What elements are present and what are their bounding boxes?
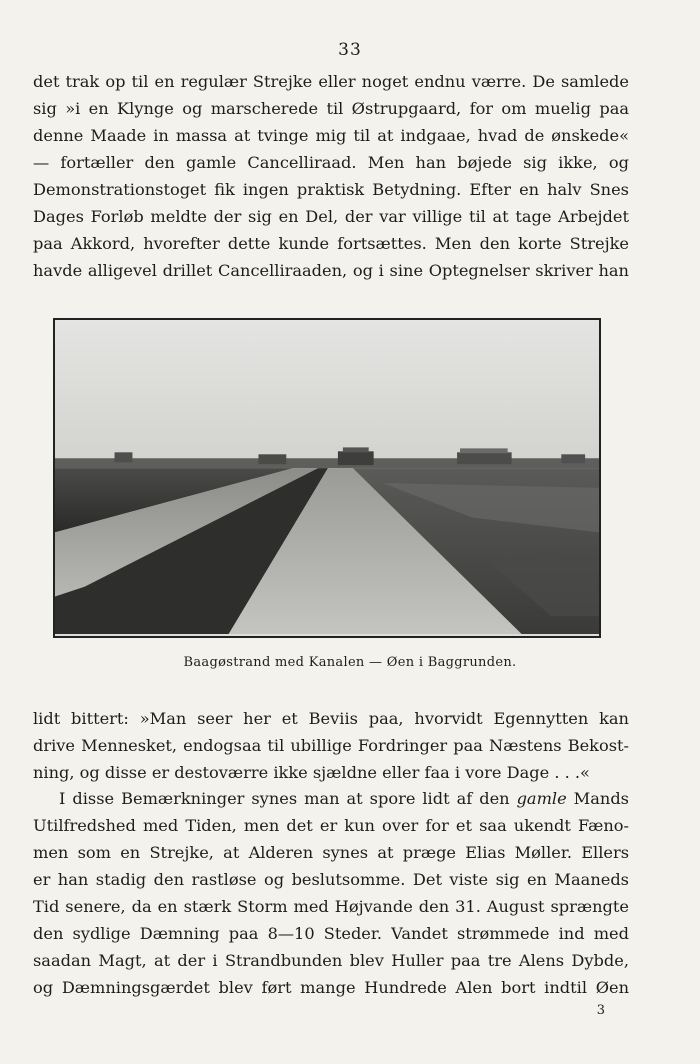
- text-line: havde alligevel drillet Cancelliraaden, og i sine Optegnelser skriver han: [33, 261, 629, 280]
- signature-mark: 3: [596, 1003, 605, 1018]
- paragraph-1: [33, 68, 629, 284]
- text-line: sig »i en Klynge og marscherede til Østrupgaard, for om muelig paa: [33, 99, 629, 118]
- text-line: lidt bittert: »Man seer her et Beviis paa, hvorvidt Egennytten kan: [33, 709, 629, 728]
- photograph-image: [55, 320, 599, 636]
- text-line: Demonstrationstoget fik ingen praktisk Betydning. Efter en halv Snes: [33, 180, 629, 199]
- text-line: drive Mennesket, endogsaa til ubillige Fordringer paa Næstens Bekost-: [33, 736, 629, 755]
- text-line: og Dæmningsgærdet blev ført mange Hundrede Alen bort indtil Øen: [33, 978, 629, 997]
- page-number: 33: [338, 40, 362, 60]
- text-line: ning, og disse er destoværre ikke sjældne eller faa i vore Dage . . .«: [33, 763, 590, 782]
- text-line: [33, 785, 629, 812]
- text-segment: I disse Bemærkninger synes man at spore lidt af den: [59, 789, 517, 808]
- text-line: saadan Magt, at der i Strandbunden blev Huller paa tre Alens Dybde,: [33, 951, 629, 970]
- text-line: men som en Strejke, at Alderen synes at præge Elias Møller. Ellers: [33, 843, 629, 862]
- text-line: Dages Forløb meldte der sig en Del, der var villige til at tage Arbejdet: [33, 207, 629, 226]
- photograph-canal-road: [53, 318, 601, 638]
- text-segment: Mands: [566, 789, 629, 808]
- text-line: Utilfredshed med Tiden, men det er kun over for et saa ukendt Fæno-: [33, 816, 629, 835]
- paragraph-2: [33, 705, 629, 786]
- emphasized-word: gamle: [516, 789, 567, 808]
- text-line: paa Akkord, hvorefter dette kunde fortsættes. Men den korte Strejke: [33, 234, 629, 253]
- text-line: — fortæller den gamle Cancelliraad. Men han bøjede sig ikke, og: [33, 153, 629, 172]
- text-line: det trak op til en regulær Strejke eller noget endnu værre. De samlede: [33, 72, 629, 91]
- figure-caption: Baagøstrand med Kanalen — Øen i Baggrunden.: [183, 655, 517, 670]
- text-line: er han stadig den rastløse og beslutsomme. Det viste sig en Maaneds: [33, 870, 629, 889]
- paragraph-3: [33, 785, 629, 1001]
- text-line: denne Maade in massa at tvinge mig til at indgaae, hvad de ønskede«: [33, 126, 629, 145]
- text-line: den sydlige Dæmning paa 8—10 Steder. Vandet strømmede ind med: [33, 924, 629, 943]
- text-line: Tid senere, da en stærk Storm med Højvande den 31. August sprængte: [33, 897, 629, 916]
